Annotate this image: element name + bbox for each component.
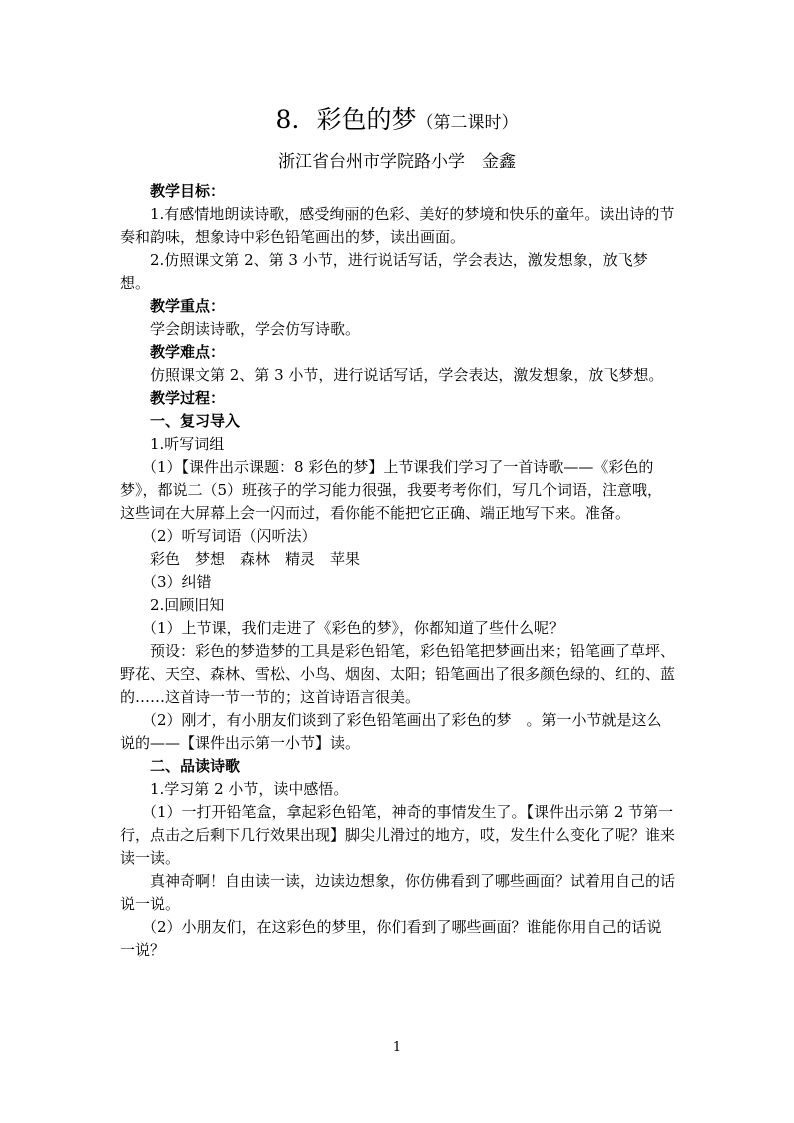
section-1-paragraph: （1）【课件出示课题：8 彩色的梦】上节课我们学习了一首诗歌——《彩色的梦》，都说二（5）班孩子的学习能力很强，我要考考你们，写几个词语，注意哦，这些词在大屏幕上会一闪而过，看你能不能把它正确、端正地写下来。准备。 (120, 458, 663, 522)
lesson-content (120, 180, 676, 962)
key-points-heading: 教学重点： (150, 297, 226, 315)
section-1-paragraph: （3）纠错 (142, 573, 212, 591)
author-line: 浙江省台州市学院路小学 金鑫 (278, 152, 516, 172)
objectives-heading: 教学目标： (150, 182, 226, 200)
lesson-title (0, 100, 794, 136)
key-points-text: 学会朗读诗歌，学会仿写诗歌。 (150, 320, 361, 338)
page-number: 1 (392, 1040, 402, 1055)
dictation-words: 彩色 梦想 森林 精灵 苹果 (150, 550, 361, 568)
section-1-paragraph: （2）听写词语（闪听法） (142, 527, 317, 545)
section-1-paragraph: （1）上节课，我们走进了《彩色的梦》，你都知道了些什么呢？ (142, 619, 565, 637)
section-2-sub-1: 1.学习第 2 小节，读中感悟。 (150, 780, 349, 798)
section-2-paragraph: （2）小朋友们，在这彩色的梦里，你们看到了哪些画面？谁能你用自己的话说一说？ (120, 918, 662, 959)
section-2-heading: 二、品读诗歌 (150, 757, 241, 775)
section-2-paragraph: 真神奇啊！自由读一读，边读边想象，你仿佛看到了哪些画面？试着用自己的话说一说。 (120, 872, 676, 913)
section-1-paragraph: （2）刚才，有小朋友们谈到了彩色铅笔画出了彩色的梦 。第一小节就是这么说的——【课件出示第一小节】读。 (120, 711, 662, 752)
title-main: 8．彩色的梦 (275, 105, 417, 134)
objective-item-2: 2.仿照课文第 2、第 3 小节，进行说话写话，学会表达，激发想象，放飞梦想。 (120, 251, 648, 292)
section-1-sub-2: 2.回顾旧知 (150, 596, 225, 614)
title-sub: （第二课时） (416, 113, 519, 133)
section-2-paragraph: （1）一打开铅笔盒，拿起彩色铅笔，神奇的事情发生了。【课件出示第 2 节第一行，点击之后剩下几行效果出现】脚尖儿滑过的地方，哎，发生什么变化了呢？谁来读一读。 (120, 803, 676, 867)
objective-item-1: 1.有感情地朗读诗歌，感受绚丽的色彩、美好的梦境和快乐的童年。读出诗的节奏和韵味，想象诗中彩色铅笔画出的梦，读出画面。 (120, 205, 675, 246)
difficulties-heading: 教学难点： (150, 343, 226, 361)
difficulties-text: 仿照课文第 2、第 3 小节，进行说话写话，学会表达，激发想象，放飞梦想。 (150, 366, 664, 384)
section-1-sub-1: 1.听写词组 (150, 435, 225, 453)
section-1-paragraph: 预设：彩色的梦造梦的工具是彩色铅笔，彩色铅笔把梦画出来；铅笔画了草坪、野花、天空、森林、雪松、小鸟、烟囱、太阳；铅笔画出了很多颜色绿的、红的、蓝的……这首诗一节一节的；这首诗语言很美。 (120, 642, 676, 706)
section-1-heading: 一、复习导入 (150, 412, 241, 430)
process-heading: 教学过程： (150, 389, 226, 407)
